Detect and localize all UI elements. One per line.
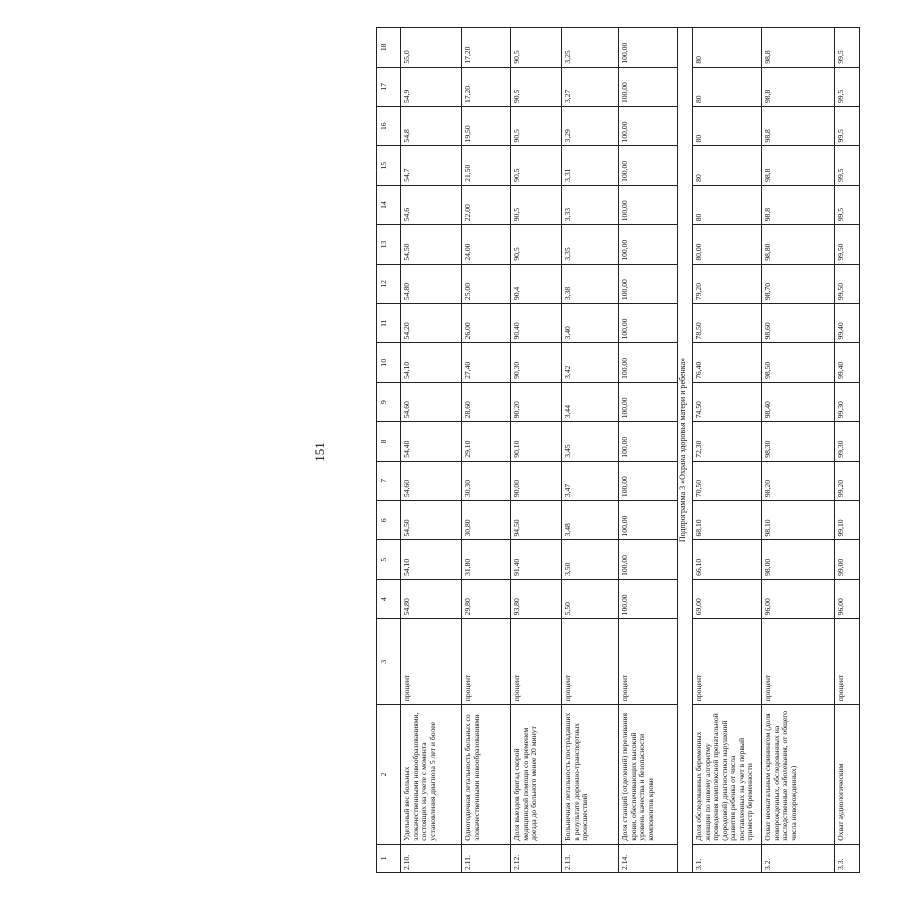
code: 2.13. (562, 844, 619, 872)
column-header: 14 (377, 185, 401, 224)
header-row (377, 28, 401, 873)
value-cell: 80 (693, 67, 762, 106)
value-cell: 3,27 (562, 67, 619, 106)
value-cell: 24,00 (462, 225, 511, 264)
value-cell: 26,00 (462, 304, 511, 343)
value-cell: 98,8 (762, 146, 835, 185)
value-cell: 98,30 (762, 422, 835, 461)
value-cell: 54,50 (401, 225, 462, 264)
indicator-name: Доля обследованных беременных женщин по новому алгоритму проведения комплексной пренатальной (дородовой) диагностики нарушений развития ребенка от числа поставленных на учет в первый триместр беременности (693, 705, 762, 844)
indicator-name: Доля станций (отделений) переливания крови, обеспечивающих высокий уровень качества и безопасности компонентов крови (619, 705, 678, 844)
value-cell: 99,5 (835, 107, 860, 146)
value-cell: 3,47 (562, 461, 619, 500)
value-cell: 100,00 (619, 185, 678, 224)
code: 2.11. (462, 844, 511, 872)
value-cell: 54,40 (401, 422, 462, 461)
value-cell: 99,40 (835, 343, 860, 382)
value-cell: 79,20 (693, 264, 762, 303)
value-cell: 80 (693, 107, 762, 146)
value-cell: 80 (693, 185, 762, 224)
value-cell: 98,60 (762, 304, 835, 343)
value-cell: 28,60 (462, 382, 511, 421)
value-cell: 3,38 (562, 264, 619, 303)
indicator-table (376, 27, 860, 873)
value-cell: 100,00 (619, 107, 678, 146)
table-row (462, 28, 511, 873)
value-cell: 90,5 (511, 107, 562, 146)
value-cell: 54,9 (401, 67, 462, 106)
unit: процент (401, 619, 462, 705)
value-cell: 93,80 (511, 579, 562, 618)
value-cell: 69,00 (693, 579, 762, 618)
indicator-name: Больничная летальность пострадавших в результате дорожно-транспортных происшествий (562, 705, 619, 844)
value-cell: 100,00 (619, 343, 678, 382)
value-cell: 91,40 (511, 540, 562, 579)
value-cell: 55,0 (401, 28, 462, 68)
value-cell: 54,60 (401, 461, 462, 500)
value-cell: 54,10 (401, 343, 462, 382)
value-cell: 99,5 (835, 146, 860, 185)
value-cell: 54,7 (401, 146, 462, 185)
value-cell: 99,00 (835, 540, 860, 579)
value-cell: 30,30 (462, 461, 511, 500)
value-cell: 72,30 (693, 422, 762, 461)
value-cell: 90,5 (511, 225, 562, 264)
table-row (511, 28, 562, 873)
table-row (562, 28, 619, 873)
value-cell: 17,20 (462, 67, 511, 106)
indicator-name: Удельный вес больных злокачественными новообразованиями, состоящих на учете с момента установления диагноза 5 лет и более (401, 705, 462, 844)
code: 3.3. (835, 844, 860, 872)
value-cell: 99,50 (835, 264, 860, 303)
value-cell: 54,60 (401, 382, 462, 421)
value-cell: 100,00 (619, 501, 678, 540)
column-header: 10 (377, 343, 401, 382)
indicator-name: Доля выездов бригад скорой медицинской помощи со временем доезда до больного менее 20 минут (511, 705, 562, 844)
value-cell: 98,8 (762, 107, 835, 146)
value-cell: 99,5 (835, 28, 860, 68)
column-header: 16 (377, 107, 401, 146)
value-cell: 96,00 (762, 579, 835, 618)
value-cell: 100,00 (619, 382, 678, 421)
unit: процент (835, 619, 860, 705)
value-cell: 90,5 (511, 28, 562, 68)
value-cell: 98,00 (762, 540, 835, 579)
value-cell: 80,00 (693, 225, 762, 264)
value-cell: 98,40 (762, 382, 835, 421)
value-cell: 98,8 (762, 67, 835, 106)
value-cell: 100,00 (619, 146, 678, 185)
value-cell: 21,50 (462, 146, 511, 185)
value-cell: 66,10 (693, 540, 762, 579)
value-cell: 3,44 (562, 382, 619, 421)
column-header: 4 (377, 579, 401, 618)
table-row (762, 28, 835, 873)
value-cell: 3,25 (562, 28, 619, 68)
value-cell: 94,50 (511, 501, 562, 540)
value-cell: 100,00 (619, 225, 678, 264)
value-cell: 3,42 (562, 343, 619, 382)
value-cell: 54,80 (401, 579, 462, 618)
column-header: 9 (377, 382, 401, 421)
value-cell: 70,50 (693, 461, 762, 500)
value-cell: 90,5 (511, 67, 562, 106)
column-header: 15 (377, 146, 401, 185)
value-cell: 100,00 (619, 264, 678, 303)
table-body-lower (693, 28, 860, 873)
value-cell: 98,50 (762, 343, 835, 382)
code: 2.10. (401, 844, 462, 872)
page-number (306, 437, 334, 467)
value-cell: 3,35 (562, 225, 619, 264)
code: 3.2. (762, 844, 835, 872)
value-cell: 98,80 (762, 225, 835, 264)
value-cell: 31,80 (462, 540, 511, 579)
value-cell: 100,00 (619, 461, 678, 500)
value-cell: 90,00 (511, 461, 562, 500)
value-cell: 99,10 (835, 501, 860, 540)
column-header: 11 (377, 304, 401, 343)
value-cell: 98,10 (762, 501, 835, 540)
column-header: 1 (377, 844, 401, 872)
code: 2.12. (511, 844, 562, 872)
value-cell: 80 (693, 28, 762, 68)
column-header: 3 (377, 619, 401, 705)
value-cell: 90,20 (511, 382, 562, 421)
value-cell: 90,40 (511, 304, 562, 343)
value-cell: 29,10 (462, 422, 511, 461)
value-cell: 90,4 (511, 264, 562, 303)
value-cell: 29,80 (462, 579, 511, 618)
value-cell: 100,00 (619, 28, 678, 68)
value-cell: 99,50 (835, 225, 860, 264)
value-cell: 3,48 (562, 501, 619, 540)
table-row (693, 28, 762, 873)
value-cell: 54,10 (401, 540, 462, 579)
value-cell: 74,50 (693, 382, 762, 421)
unit: процент (511, 619, 562, 705)
table-row (835, 28, 860, 873)
value-cell: 80 (693, 146, 762, 185)
column-header: 7 (377, 461, 401, 500)
column-header: 2 (377, 705, 401, 844)
column-header: 5 (377, 540, 401, 579)
subprogram-row (678, 28, 693, 873)
value-cell: 30,80 (462, 501, 511, 540)
table-row (619, 28, 678, 873)
value-cell: 99,40 (835, 304, 860, 343)
value-cell: 90,10 (511, 422, 562, 461)
unit: процент (762, 619, 835, 705)
value-cell: 90,5 (511, 185, 562, 224)
code: 3.1. (693, 844, 762, 872)
value-cell: 54,8 (401, 107, 462, 146)
column-header: 18 (377, 28, 401, 68)
value-cell: 100,00 (619, 304, 678, 343)
value-cell: 19,50 (462, 107, 511, 146)
value-cell: 3,40 (562, 304, 619, 343)
unit: процент (462, 619, 511, 705)
value-cell: 76,40 (693, 343, 762, 382)
value-cell: 3,29 (562, 107, 619, 146)
subprogram-heading: Подпрограмма 3 «Охрана здоровья матери и ребенка» (678, 28, 693, 873)
value-cell: 78,50 (693, 304, 762, 343)
page-number-text: 151 (312, 442, 327, 462)
value-cell: 100,00 (619, 579, 678, 618)
value-cell: 54,20 (401, 304, 462, 343)
table-row (401, 28, 462, 873)
unit: процент (562, 619, 619, 705)
value-cell: 99,30 (835, 382, 860, 421)
indicator-name: Одногодичная летальность больных со злокачественными новообразованиями (462, 705, 511, 844)
unit: процент (619, 619, 678, 705)
value-cell: 100,00 (619, 540, 678, 579)
value-cell: 90,5 (511, 146, 562, 185)
value-cell: 25,00 (462, 264, 511, 303)
value-cell: 90,30 (511, 343, 562, 382)
rotated-table-container (376, 27, 904, 873)
indicator-name: Охват аудиологическим (835, 705, 860, 844)
indicator-name: Охват неонатальным скринингом (доля новорожденных, обследованных на наследственные заболевания, от общего числа новорожденных) (762, 705, 835, 844)
value-cell: 3,31 (562, 146, 619, 185)
value-cell: 68,10 (693, 501, 762, 540)
code: 2.14. (619, 844, 678, 872)
value-cell: 17,20 (462, 28, 511, 68)
column-header: 12 (377, 264, 401, 303)
value-cell: 100,00 (619, 67, 678, 106)
value-cell: 5,50 (562, 579, 619, 618)
value-cell: 3,45 (562, 422, 619, 461)
value-cell: 27,40 (462, 343, 511, 382)
value-cell: 3,33 (562, 185, 619, 224)
value-cell: 99,30 (835, 422, 860, 461)
value-cell: 99,5 (835, 67, 860, 106)
value-cell: 54,50 (401, 501, 462, 540)
table-body-upper (401, 28, 678, 873)
value-cell: 99,5 (835, 185, 860, 224)
column-header: 13 (377, 225, 401, 264)
value-cell: 54,6 (401, 185, 462, 224)
column-header: 6 (377, 501, 401, 540)
value-cell: 98,8 (762, 185, 835, 224)
value-cell: 22,00 (462, 185, 511, 224)
value-cell: 98,8 (762, 28, 835, 68)
unit: процент (693, 619, 762, 705)
value-cell: 54,80 (401, 264, 462, 303)
column-header: 8 (377, 422, 401, 461)
value-cell: 98,70 (762, 264, 835, 303)
value-cell: 3,50 (562, 540, 619, 579)
value-cell: 98,20 (762, 461, 835, 500)
column-header: 17 (377, 67, 401, 106)
value-cell: 99,20 (835, 461, 860, 500)
value-cell: 96,00 (835, 579, 860, 618)
value-cell: 100,00 (619, 422, 678, 461)
